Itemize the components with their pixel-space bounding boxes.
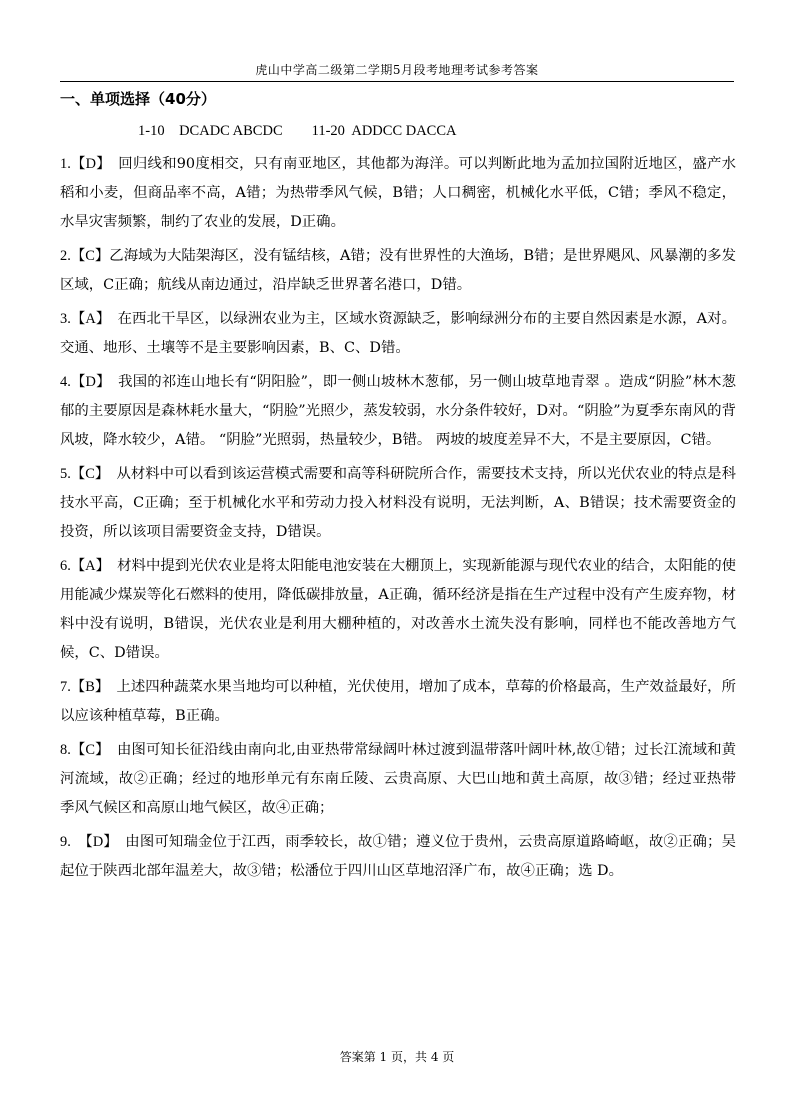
- answer-text: 材料中提到光伏农业是将太阳能电池安装在大棚顶上，实现新能源与现代农业的结合，太阳能的使用能减少煤炭等化石燃料的使用，降低碳排放量，A正确，循环经济是指在生产过程中没有产生废弃物，材料中没有说明，B错误，光伏农业是利用大棚种植的，对改善水土流失没有影响，同样也不能改善地方气候，C、D错误。: [60, 558, 736, 661]
- answer-text: 从材料中可以看到该运营模式需要和高等科研院所合作，需要技术支持，所以光伏农业的特点是科技水平高，C正确；至于机械化水平和劳动力投入材料没有说明，无法判断，A、B错误；技术需要资金的投资，所以该项目需要资金支持，D错误。: [60, 466, 736, 540]
- answer-label: 3.【A】: [60, 311, 104, 327]
- answer-item-6: [60, 552, 736, 668]
- answer-text: 由图可知瑞金位于江西，雨季较长，故①错；遵义位于贵州，云贵高原道路崎岖，故②正确；吴起位于陕西北部年温差大，故③错；松潘位于四川山区草地沼泽广布，故④正确；选 D。: [60, 834, 736, 879]
- answer-text: 我国的祁连山地长有“阴阳脸”，即一侧山坡林木葱郁，另一侧山坡草地青翠 。造成“阴脸”林木葱郁的主要原因是森林耗水量大，“阴脸”光照少，蒸发较弱，水分条件较好，D对。“阴脸”为夏季东南风的背风坡，降水较少，A错。 “阴脸”光照弱，热量较少，B错。 两坡的坡度差异不大，不是主要原因，C错。: [60, 374, 736, 448]
- answer-list: [60, 150, 736, 891]
- answer-label: 2.【C】: [60, 248, 110, 264]
- answer-item-5: [60, 460, 736, 547]
- answer-key-row: 1-10 DCADC ABCDC 11-20 ADDCC DACCA: [138, 123, 457, 139]
- answer-item-4: [60, 368, 736, 455]
- answer-label: 9. 【D】: [60, 834, 111, 850]
- answer-text: 由图可知长征沿线由南向北,由亚热带常绿阔叶林过渡到温带落叶阔叶林,故①错；过长江流域和黄河流域，故②正确；经过的地形单元有东南丘陵、云贵高原、大巴山地和黄土高原，故③错；经过亚热带季风气候区和高原山地气候区，故④正确；: [60, 742, 736, 816]
- answer-item-8: [60, 736, 736, 823]
- answer-label: 7.【B】: [60, 679, 103, 695]
- answer-text: 上述四种蔬菜水果当地均可以种植，光伏使用，增加了成本，草莓的价格最高，生产效益最好，所以应该种植草莓，B正确。: [60, 679, 736, 724]
- answer-label: 1.【D】: [60, 156, 104, 172]
- answer-item-2: [60, 242, 736, 300]
- answer-label: 8.【C】: [60, 742, 103, 758]
- answer-item-1: [60, 150, 736, 237]
- page-footer: 答案第 1 页，共 4 页: [339, 1050, 455, 1064]
- answer-label: 4.【D】: [60, 374, 104, 390]
- answer-item-9: [60, 828, 736, 886]
- answer-item-7: [60, 673, 736, 731]
- answer-item-3: [60, 305, 736, 363]
- answer-label: 5.【C】: [60, 466, 103, 482]
- answer-text: 乙海域为大陆架海区，没有锰结核，A错；没有世界性的大渔场，B错；是世界飓风、风暴潮的多发区域，C正确；航线从南边通过，沿岸缺乏世界著名港口，D错。: [60, 248, 736, 293]
- answer-label: 6.【A】: [60, 558, 103, 574]
- section-title: 一、单项选择（40分）: [60, 90, 216, 108]
- page-header: 虎山中学高二级第二学期5月段考地理考试参考答案: [60, 62, 734, 82]
- answer-text: 在西北干旱区，以绿洲农业为主，区域水资源缺乏，影响绿洲分布的主要自然因素是水源，A对。交通、地形、土壤等不是主要影响因素，B、C、D错。: [60, 311, 736, 356]
- answer-text: 回归线和90度相交，只有南亚地区，其他都为海洋。可以判断此地为孟加拉国附近地区，盛产水稻和小麦，但商品率不高，A错；为热带季风气候，B错；人口稠密，机械化水平低，C错；季风不稳定，水旱灾害频繁，制约了农业的发展，D正确。: [60, 156, 736, 230]
